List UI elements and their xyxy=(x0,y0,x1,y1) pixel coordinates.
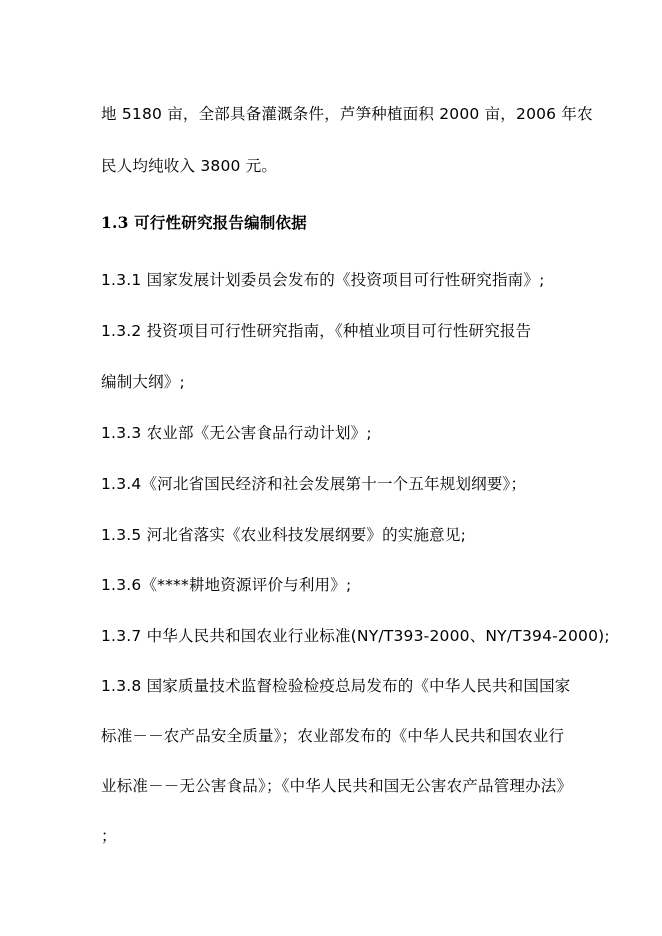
reference-item-8-continued-3: ； xyxy=(101,827,117,845)
section-heading: 1.3 可行性研究报告编制依据 xyxy=(101,213,307,232)
paragraph-line-1: 地 5180 亩，全部具备灌溉条件，芦笋种植面积 2000 亩，2006 年农 xyxy=(101,105,593,123)
reference-item-6: 1.3.6《****耕地资源评价与利用》; xyxy=(101,576,352,594)
paragraph-line-2: 民人均纯收入 3800 元。 xyxy=(101,157,278,175)
reference-item-3: 1.3.3 农业部《无公害食品行动计划》; xyxy=(101,424,372,442)
reference-item-1: 1.3.1 国家发展计划委员会发布的《投资项目可行性研究指南》; xyxy=(101,271,545,289)
reference-item-8-continued-1: 标准－－农产品安全质量》；农业部发布的《中华人民共和国农业行 xyxy=(101,727,565,745)
reference-item-5: 1.3.5 河北省落实《农业科技发展纲要》的实施意见; xyxy=(101,526,466,544)
reference-item-8-continued-2: 业标准－－无公害食品》；《中华人民共和国无公害农产品管理办法》 xyxy=(101,777,573,795)
reference-item-4: 1.3.4《河北省国民经济和社会发展第十一个五年规划纲要》； xyxy=(101,475,527,493)
reference-item-2-continued: 编制大纲》; xyxy=(101,373,185,391)
reference-item-8: 1.3.8 国家质量技术监督检验检疫总局发布的《中华人民共和国国家 xyxy=(101,677,571,695)
reference-item-7: 1.3.7 中华人民共和国农业行业标准(NY/T393-2000、NY/T394-2000); xyxy=(101,627,610,645)
reference-item-2: 1.3.2 投资项目可行性研究指南，《种植业项目可行性研究报告 xyxy=(101,322,532,340)
